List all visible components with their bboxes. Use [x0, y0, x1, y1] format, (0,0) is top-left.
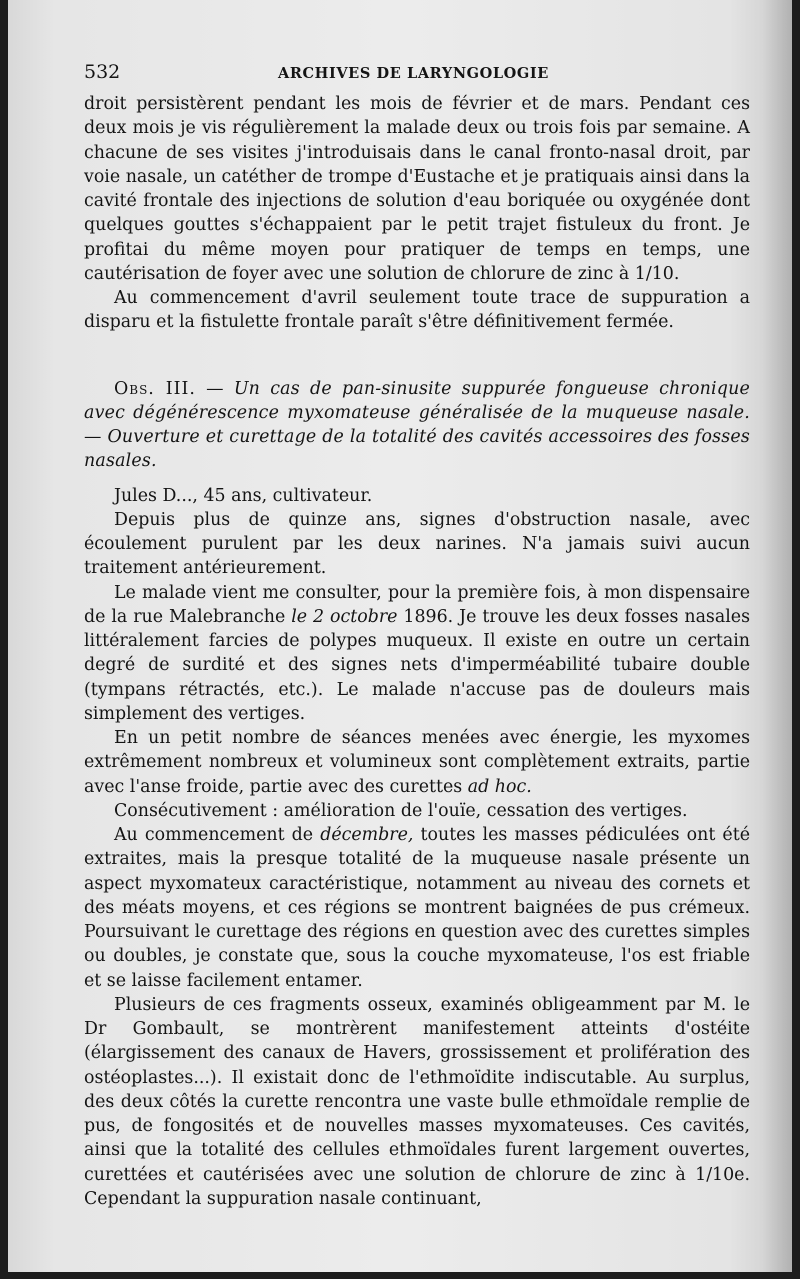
- page-text: [84, 60, 750, 1211]
- consultation-text-b: 1896. Je trouve les deux fosses nasales littéralement farcies de polypes muqueux. Il existe en outre un certain degré de surdité et des signes nets d'imperméabilité tubaire double (tympans rétractés, etc.). Le malade n'accuse pas de douleurs mais simplement des vertiges.: [84, 606, 751, 724]
- december-text-a: Au commencement de: [114, 825, 321, 845]
- paragraph-december: [84, 823, 750, 993]
- paragraph-fragments: Plusieurs de ces fragments osseux, examinés obligeamment par M. le Dr Gombault, se montrèrent manifestement atteints d'ostéite (élargissement des canaux de Havers, grossissement et prolifération des ostéoplastes...). Il existait donc de l'ethmoïdite indiscutable. Au surplus, des deux côtés la curette rencontra une vaste bulle ethmoïdale remplie de pus, de fongosités et de nouvelles masses myxomateuses. Ces cavités, ainsi que la totalité des cellules ethmoïdales furent largement ouvertes, curettées et cautérisées avec une solution de chlorure de zinc à 1/10e. Cependant la suppuration nasale continuant,: [84, 994, 750, 1209]
- consultation-text-a: Le malade vient me consulter, pour la première fois, à mon dispensaire de la rue Malebranche: [84, 582, 750, 627]
- paragraph-continuation: droit persistèrent pendant les mois de février et de mars. Pendant ces deux mois je vis régulièrement la malade deux ou trois fois par semaine. A chacune de ses visites j'introduisais dans le canal fronto-nasal droit, par voie nasale, un catéther de trompe d'Eustache et je pratiquais ainsi dans la cavité frontale des injections de solution d'eau boriquée ou oxygénée dont quelques gouttes s'échappaient par le petit trajet fistuleux du front. Je profitai du même moyen pour pratiquer de temps en temps, une cautérisation de foyer avec une solution de chlorure de zinc à 1/10.: [84, 94, 750, 284]
- observation-title: [84, 377, 750, 474]
- observation-label: Obs. III.: [114, 378, 196, 399]
- page-header: [84, 60, 750, 92]
- paragraph-sessions: [84, 726, 750, 799]
- consultation-date: le 2 octobre: [291, 606, 398, 627]
- section-spacer: [84, 335, 750, 377]
- page-number: 532: [84, 61, 121, 83]
- observation-title-part1: Un cas de pan-sinusite suppurée fongueuse chronique avec dégénérescence myxomateuse généralisée de la muqueuse nasale.: [84, 378, 750, 423]
- patient-spacer: [84, 474, 750, 484]
- observation-dash-2: —: [84, 427, 102, 447]
- running-head: ARCHIVES DE LARYNGOLOGIE: [278, 65, 549, 82]
- scanned-page: [8, 0, 792, 1272]
- sessions-adhoc: ad hoc.: [467, 776, 532, 797]
- paragraph-history: Depuis plus de quinze ans, signes d'obstruction nasale, avec écoulement purulent par les deux narines. N'a jamais suivi aucun traitement antérieurement.: [84, 509, 750, 579]
- december-month: décembre,: [320, 825, 414, 845]
- december-text-b: toutes les masses pédiculées ont été extraites, mais la presque totalité de la muqueuse nasale présente un aspect myxomateux caractéristique, notamment au niveau des cornets et des méats moyens, et ces régions se montrent baignées de pus crémeux. Poursuivant le curettage des régions en question avec des curettes simples ou doubles, je constate que, sous la couche myxomateuse, l'os est friable et se laisse facilement entamer.: [84, 825, 751, 991]
- paragraph-consequence: Consécutivement : amélioration de l'ouïe, cessation des vertiges.: [114, 800, 688, 821]
- sessions-text: En un petit nombre de séances menées avec énergie, les myxomes extrêmement nombreux et volumineux sont complètement extraits, partie avec l'anse froide, partie avec des curettes: [84, 728, 750, 797]
- paragraph-consultation: [84, 581, 750, 727]
- observation-title-part2: Ouverture et curettage de la totalité des cavités accessoires des fosses nasales.: [84, 427, 750, 472]
- paragraph-april: Au commencement d'avril seulement toute trace de suppuration a disparu et la fistulette frontale paraît s'être définitivement fermée.: [84, 288, 750, 333]
- observation-dash: —: [206, 378, 224, 399]
- patient-line: Jules D..., 45 ans, cultivateur.: [114, 485, 373, 506]
